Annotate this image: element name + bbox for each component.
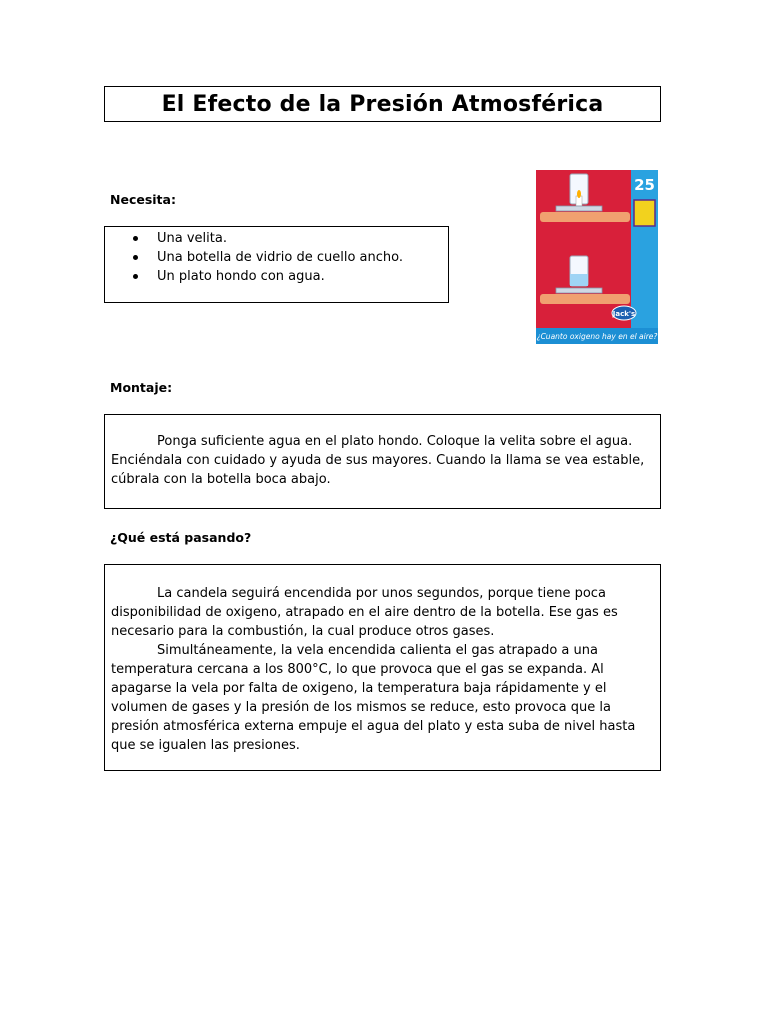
page-title: El Efecto de la Presión Atmosférica — [161, 91, 604, 117]
card-caption: ¿Cuanto oxigeno hay en el aire? — [536, 332, 658, 341]
setup-text: Ponga suficiente agua en el plato hondo. Coloque la velita sobre el agua. Enciéndala con cuidado y ayuda de sus mayores. Cuando la llama se vea estable, cúbrala con la botella boca abajo. — [111, 434, 645, 487]
flame-icon — [577, 190, 581, 198]
setup-heading: Montaje: — [110, 380, 173, 395]
water-level-icon — [570, 274, 588, 286]
brand-name: Jack's — [612, 310, 636, 318]
list-item: Una velita. — [133, 229, 403, 248]
explanation-box — [104, 564, 661, 771]
card-number: 25 — [634, 176, 655, 194]
needs-list — [133, 229, 403, 286]
needs-list-box — [104, 226, 449, 303]
list-item: Un plato hondo con agua. — [133, 267, 403, 286]
plate-icon — [556, 206, 602, 211]
needs-heading: Necesita: — [110, 192, 176, 207]
card-badge-icon — [634, 200, 655, 226]
list-item: Una botella de vidrio de cuello ancho. — [133, 248, 403, 267]
explanation-paragraph-1: La candela seguirá encendida por unos segundos, porque tiene poca disponibilidad de oxigeno, atrapado en el aire dentro de la botella. Ese gas es necesario para la combustión, la cual produce otros gases. — [111, 586, 618, 639]
experiment-card-illustration — [536, 170, 658, 344]
card-shelf-bottom — [540, 294, 630, 304]
happening-heading: ¿Qué está pasando? — [110, 530, 252, 545]
title-box — [104, 86, 661, 122]
card-shelf-top — [540, 212, 630, 222]
plate-icon — [556, 288, 602, 293]
explanation-paragraph-2: Simultáneamente, la vela encendida calienta el gas atrapado a una temperatura cercana a los 800°C, lo que provoca que el gas se expanda. Al apagarse la vela por falta de oxigeno, la temperatura baja rápidamente y el volumen de gases y la presión de los mismos se reduce, esto provoca que la presión atmosférica externa empuje el agua del plato y esta suba de nivel hasta que se igualen las presiones. — [111, 643, 636, 753]
setup-box — [104, 414, 661, 509]
